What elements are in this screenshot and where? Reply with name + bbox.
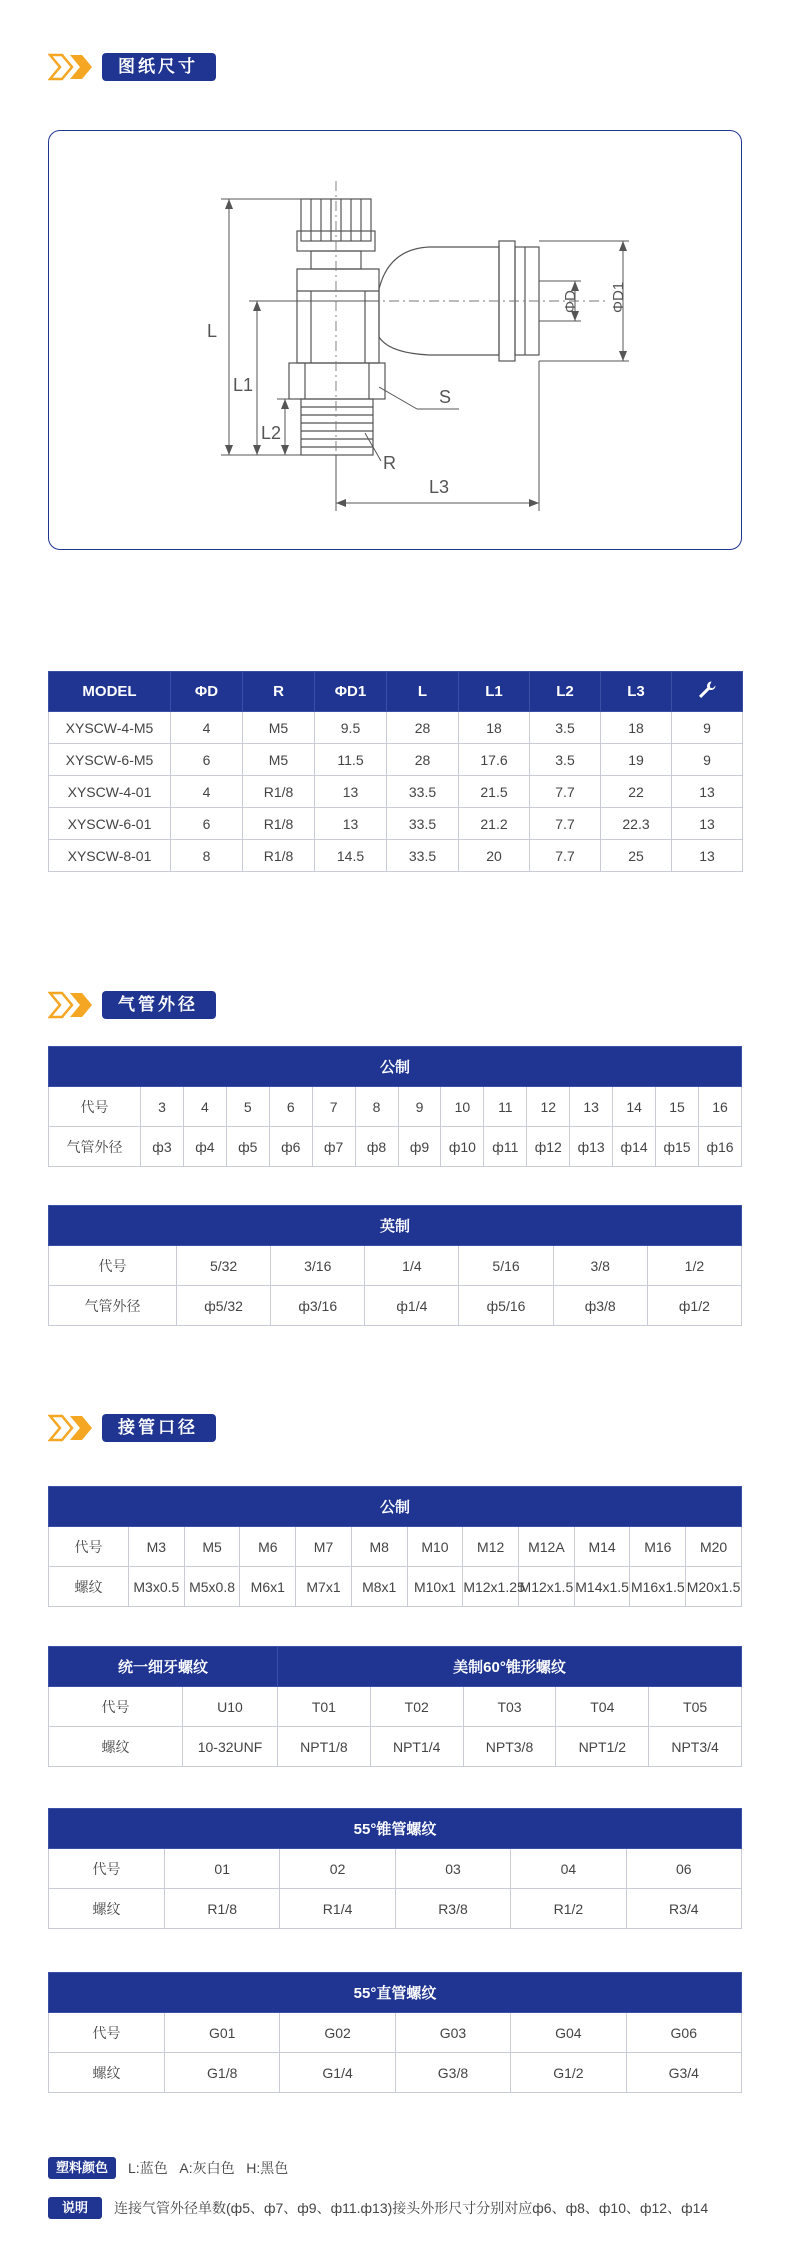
- dim-L3: L3: [429, 477, 450, 497]
- table-cell: 6: [171, 744, 243, 776]
- section-header-port: [48, 1413, 216, 1443]
- table-cell: 33.5: [387, 776, 459, 808]
- table-cell: 01: [165, 1849, 280, 1889]
- table-cell: 3.5: [530, 744, 601, 776]
- table-cell: 13: [315, 776, 387, 808]
- table-cell: 3: [141, 1087, 184, 1127]
- row-label: 代号: [49, 2013, 165, 2053]
- table-cell: 03: [395, 1849, 510, 1889]
- table-cell: M7: [296, 1527, 352, 1567]
- table-cell: M3: [129, 1527, 185, 1567]
- double-chevron-icon: [48, 53, 98, 81]
- table-cell: 1/2: [647, 1246, 741, 1286]
- table-cell: 8: [355, 1087, 398, 1127]
- table-cell: G3/4: [626, 2053, 741, 2093]
- table-cell: 33.5: [387, 808, 459, 840]
- table-cell: NPT3/8: [463, 1727, 556, 1767]
- row-label: 代号: [49, 1527, 129, 1567]
- table-cell: 20: [459, 840, 530, 872]
- table-cell: ф12: [527, 1127, 570, 1167]
- table-cell: ф5/32: [177, 1286, 271, 1326]
- table-cell: M14: [574, 1527, 630, 1567]
- table-cell: ф1/2: [647, 1286, 741, 1326]
- col-header: L3: [601, 672, 672, 712]
- table-cell: G03: [395, 2013, 510, 2053]
- col-header-wrench: [672, 672, 743, 712]
- row-label: 代号: [49, 1246, 177, 1286]
- table-cell: 10-32UNF: [183, 1727, 278, 1767]
- table-cell: M16x1.5: [630, 1567, 686, 1607]
- col-header: L2: [530, 672, 601, 712]
- spec-table-body: [49, 712, 743, 872]
- row-label: 螺纹: [49, 2053, 165, 2093]
- table-cell: 13: [315, 808, 387, 840]
- table-cell: G04: [511, 2013, 626, 2053]
- table-cell: 3.5: [530, 712, 601, 744]
- table-cell: G02: [280, 2013, 395, 2053]
- table-cell: 18: [459, 712, 530, 744]
- table-cell: 12: [527, 1087, 570, 1127]
- table-title-unf: 统一细牙螺纹: [49, 1647, 278, 1687]
- table-cell: 21.2: [459, 808, 530, 840]
- table-cell: 25: [601, 840, 672, 872]
- table-row: [49, 776, 743, 808]
- table-cell: ф8: [355, 1127, 398, 1167]
- row-label: 代号: [49, 1687, 183, 1727]
- table-cell: M20x1.5: [686, 1567, 742, 1607]
- metric-thread-table: [48, 1486, 742, 1607]
- table-cell: M10: [407, 1527, 463, 1567]
- table-row: [49, 840, 743, 872]
- note-text: 连接气管外径单数(ф5、ф7、ф9、ф11.ф13)接头外形尺寸分别对应ф6、ф8、ф10、ф12、ф14: [114, 2200, 709, 2216]
- thread-row: [49, 1889, 742, 1929]
- code-row: [49, 1527, 742, 1567]
- table-cell: 21.5: [459, 776, 530, 808]
- double-chevron-icon: [48, 991, 98, 1019]
- table-cell: 4: [183, 1087, 226, 1127]
- section-title: 气管外径: [102, 991, 216, 1019]
- table-cell: G3/8: [395, 2053, 510, 2093]
- table-cell: ф13: [570, 1127, 613, 1167]
- table-cell: ф1/4: [365, 1286, 459, 1326]
- table-cell: T04: [556, 1687, 649, 1727]
- table-cell: M12A: [519, 1527, 575, 1567]
- dim-L1: L1: [233, 375, 254, 395]
- table-cell: T03: [463, 1687, 556, 1727]
- table-cell: M8: [351, 1527, 407, 1567]
- table-cell: ф3/8: [553, 1286, 647, 1326]
- table-cell: ф3: [141, 1127, 184, 1167]
- table-cell: 11: [484, 1087, 527, 1127]
- table-cell: G1/4: [280, 2053, 395, 2093]
- table-cell: 6: [269, 1087, 312, 1127]
- thread-row: [49, 2053, 742, 2093]
- table-cell: ф9: [398, 1127, 441, 1167]
- table-cell: M16: [630, 1527, 686, 1567]
- col-header: ΦD1: [315, 672, 387, 712]
- table-cell: 13: [672, 840, 743, 872]
- col-header: ΦD: [171, 672, 243, 712]
- table-cell: 15: [656, 1087, 699, 1127]
- table-cell: 3/8: [553, 1246, 647, 1286]
- table-cell: 22: [601, 776, 672, 808]
- code-row: [49, 2013, 742, 2053]
- table-row: [49, 808, 743, 840]
- row-label: 气管外径: [49, 1127, 141, 1167]
- table-cell: 06: [626, 1849, 741, 1889]
- table-cell: M12: [463, 1527, 519, 1567]
- model-cell: XYSCW-8-01: [49, 840, 171, 872]
- table-cell: R1/4: [280, 1889, 395, 1929]
- model-cell: XYSCW-6-01: [49, 808, 171, 840]
- row-label: 代号: [49, 1087, 141, 1127]
- table-title: 55°锥管螺纹: [49, 1809, 742, 1849]
- table-cell: U10: [183, 1687, 278, 1727]
- color-note: [48, 2157, 288, 2179]
- table-cell: 1/4: [365, 1246, 459, 1286]
- table-cell: 11.5: [315, 744, 387, 776]
- model-cell: XYSCW-4-01: [49, 776, 171, 808]
- table-cell: R1/8: [165, 1889, 280, 1929]
- dim-L: L: [207, 321, 218, 341]
- table-cell: G06: [626, 2013, 741, 2053]
- table-cell: 9: [672, 712, 743, 744]
- table-cell: 5: [226, 1087, 269, 1127]
- table-row: [49, 712, 743, 744]
- table-cell: 9.5: [315, 712, 387, 744]
- table-cell: M5: [243, 712, 315, 744]
- double-chevron-icon: [48, 1414, 98, 1442]
- table-cell: R1/8: [243, 776, 315, 808]
- table-cell: 28: [387, 744, 459, 776]
- od-row: [49, 1286, 742, 1326]
- table-cell: 17.6: [459, 744, 530, 776]
- table-cell: 33.5: [387, 840, 459, 872]
- table-cell: M5: [184, 1527, 240, 1567]
- table-cell: M12x1.25: [463, 1567, 519, 1607]
- table-cell: 9: [398, 1087, 441, 1127]
- table-cell: 04: [511, 1849, 626, 1889]
- spec-table: [48, 671, 743, 872]
- table-cell: T05: [649, 1687, 742, 1727]
- table-cell: NPT1/2: [556, 1727, 649, 1767]
- table-cell: M5x0.8: [184, 1567, 240, 1607]
- code-row: [49, 1849, 742, 1889]
- table-title: 公制: [49, 1047, 742, 1087]
- row-label: 螺纹: [49, 1567, 129, 1607]
- table-cell: 7.7: [530, 776, 601, 808]
- taper55-table: [48, 1808, 742, 1929]
- unf-npt-table: [48, 1646, 742, 1767]
- table-cell: 5/16: [459, 1246, 553, 1286]
- fitting-drawing: [49, 131, 743, 551]
- od-row: [49, 1127, 742, 1167]
- table-cell: 19: [601, 744, 672, 776]
- table-cell: M8x1: [351, 1567, 407, 1607]
- table-cell: NPT1/8: [278, 1727, 371, 1767]
- col-header: L: [387, 672, 459, 712]
- table-title-npt: 美制60°锥形螺纹: [278, 1647, 742, 1687]
- col-header: MODEL: [49, 672, 171, 712]
- table-cell: 14: [613, 1087, 656, 1127]
- table-cell: 16: [698, 1087, 741, 1127]
- thread-row: [49, 1727, 742, 1767]
- color-text: L:蓝色 A:灰白色 H:黑色: [128, 2160, 289, 2176]
- table-cell: 7: [312, 1087, 355, 1127]
- table-title: 英制: [49, 1206, 742, 1246]
- table-cell: ф5/16: [459, 1286, 553, 1326]
- table-cell: R3/4: [626, 1889, 741, 1929]
- table-cell: M10x1: [407, 1567, 463, 1607]
- section-header-tube-od: [48, 990, 216, 1020]
- section-title: 接管口径: [102, 1414, 216, 1442]
- table-cell: G01: [165, 2013, 280, 2053]
- table-cell: ф6: [269, 1127, 312, 1167]
- table-cell: 13: [672, 808, 743, 840]
- table-cell: ф7: [312, 1127, 355, 1167]
- note-tag: 说明: [48, 2197, 102, 2219]
- table-cell: M3x0.5: [129, 1567, 185, 1607]
- col-header: R: [243, 672, 315, 712]
- imperial-tube-table: [48, 1205, 742, 1326]
- table-cell: ф10: [441, 1127, 484, 1167]
- explanation-note: [48, 2197, 708, 2219]
- table-cell: M5: [243, 744, 315, 776]
- table-cell: 8: [171, 840, 243, 872]
- table-cell: 13: [570, 1087, 613, 1127]
- row-label: 代号: [49, 1849, 165, 1889]
- row-label: 螺纹: [49, 1889, 165, 1929]
- table-cell: 28: [387, 712, 459, 744]
- table-cell: M7x1: [296, 1567, 352, 1607]
- dim-S: S: [439, 387, 452, 407]
- table-cell: M6: [240, 1527, 296, 1567]
- table-cell: ф16: [698, 1127, 741, 1167]
- table-cell: 14.5: [315, 840, 387, 872]
- dim-R: R: [383, 453, 396, 473]
- table-cell: M12x1.5: [519, 1567, 575, 1607]
- table-cell: 4: [171, 712, 243, 744]
- table-cell: G1/2: [511, 2053, 626, 2093]
- table-cell: R1/8: [243, 808, 315, 840]
- col-header: L1: [459, 672, 530, 712]
- table-cell: ф14: [613, 1127, 656, 1167]
- table-cell: M14x1.5: [574, 1567, 630, 1607]
- table-cell: 5/32: [177, 1246, 271, 1286]
- table-cell: 02: [280, 1849, 395, 1889]
- thread-row: [49, 1567, 742, 1607]
- table-cell: 22.3: [601, 808, 672, 840]
- table-cell: R3/8: [395, 1889, 510, 1929]
- table-cell: 7.7: [530, 808, 601, 840]
- table-cell: 7.7: [530, 840, 601, 872]
- wrench-icon: [697, 680, 717, 700]
- metric-tube-table: [48, 1046, 742, 1167]
- table-cell: ф11: [484, 1127, 527, 1167]
- table-row: [49, 744, 743, 776]
- color-tag: 塑料颜色: [48, 2157, 116, 2179]
- row-label: 螺纹: [49, 1727, 183, 1767]
- table-cell: M6x1: [240, 1567, 296, 1607]
- row-label: 气管外径: [49, 1286, 177, 1326]
- dim-D: ΦD: [562, 290, 579, 313]
- table-cell: ф5: [226, 1127, 269, 1167]
- table-cell: 3/16: [271, 1246, 365, 1286]
- table-cell: NPT1/4: [370, 1727, 463, 1767]
- code-row: [49, 1246, 742, 1286]
- table-cell: R1/8: [243, 840, 315, 872]
- table-cell: G1/8: [165, 2053, 280, 2093]
- table-cell: 9: [672, 744, 743, 776]
- table-cell: NPT3/4: [649, 1727, 742, 1767]
- table-cell: 13: [672, 776, 743, 808]
- table-cell: 18: [601, 712, 672, 744]
- table-cell: M20: [686, 1527, 742, 1567]
- code-row: [49, 1087, 742, 1127]
- dim-D1: ΦD1: [610, 281, 627, 313]
- table-cell: T01: [278, 1687, 371, 1727]
- section-header-drawing: [48, 52, 216, 82]
- section-title: 图纸尺寸: [102, 53, 216, 81]
- table-cell: 10: [441, 1087, 484, 1127]
- table-title: 55°直管螺纹: [49, 1973, 742, 2013]
- table-cell: ф15: [656, 1127, 699, 1167]
- technical-drawing: [48, 130, 742, 550]
- table-cell: T02: [370, 1687, 463, 1727]
- table-title: 公制: [49, 1487, 742, 1527]
- code-row: [49, 1687, 742, 1727]
- table-cell: 6: [171, 808, 243, 840]
- dim-L2: L2: [261, 423, 282, 443]
- model-cell: XYSCW-6-M5: [49, 744, 171, 776]
- straight55-table: [48, 1972, 742, 2093]
- table-cell: ф4: [183, 1127, 226, 1167]
- table-cell: ф3/16: [271, 1286, 365, 1326]
- table-cell: 4: [171, 776, 243, 808]
- table-cell: R1/2: [511, 1889, 626, 1929]
- model-cell: XYSCW-4-M5: [49, 712, 171, 744]
